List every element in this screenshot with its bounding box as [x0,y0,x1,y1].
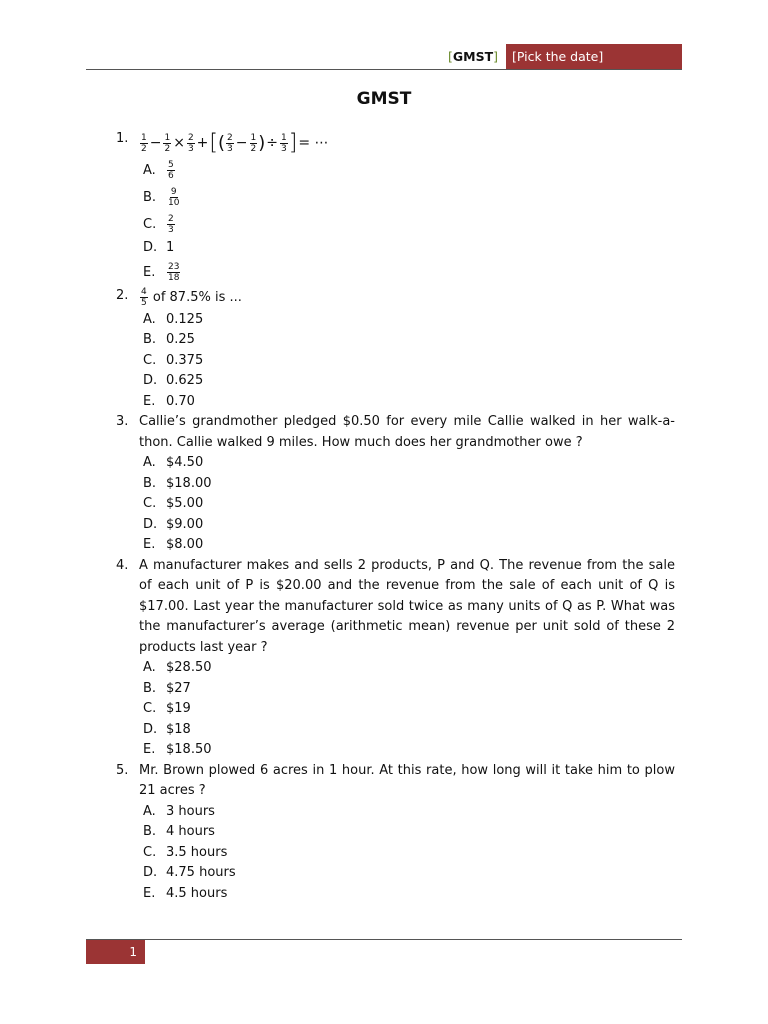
option-letter: A. [143,311,156,327]
option-letter: C. [143,701,157,716]
bracket: [ [209,130,218,156]
answer-options [143,453,675,556]
page-header [86,44,682,70]
option-text: $19 [166,701,191,716]
denominator: 10 [168,198,180,208]
answer-option[interactable] [143,658,675,679]
answer-option[interactable] [143,863,675,884]
option-letter: C. [143,352,157,368]
answer-option[interactable] [143,822,675,843]
option-text: $8.00 [166,537,204,552]
answer-option[interactable] [143,474,675,495]
fraction [140,133,148,154]
numerator: 1 [164,133,171,143]
answer-option[interactable] [143,453,675,474]
header-open-bracket: [ [447,49,453,64]
option-text: 0.375 [166,352,204,368]
answer-option[interactable] [143,884,675,905]
answer-option[interactable] [143,802,675,823]
answer-option[interactable] [143,330,675,351]
numerator: 2 [168,214,174,224]
answer-option[interactable] [143,515,675,536]
numerator: 1 [250,133,257,143]
fraction [167,262,180,283]
question-1 [112,129,675,286]
denominator: 2 [164,144,171,154]
answer-options [143,157,675,286]
option-text: 4.75 hours [166,865,236,880]
answer-option[interactable] [143,679,675,700]
option-text: 4 hours [166,824,215,839]
denominator: 2 [141,144,147,154]
fraction [250,133,258,154]
answer-option[interactable] [143,392,675,413]
question-3 [112,412,675,556]
fraction [167,160,175,181]
answer-option[interactable] [143,371,675,392]
option-letter: C. [143,496,157,511]
denominator: 3 [281,144,287,154]
answer-option[interactable] [143,843,675,864]
header-title [448,49,498,64]
option-text: $5.00 [166,496,204,511]
answer-options [143,310,675,413]
option-letter: B. [143,475,157,491]
option-text: 0.625 [166,373,204,388]
denominator: 18 [168,272,180,283]
denominator: 5 [141,297,147,308]
operator: = ⋯ [298,135,329,151]
option-letter: E. [143,393,156,409]
option-letter: D. [143,373,158,388]
page-number: 1 [86,940,145,964]
question-number: 1. [116,131,129,146]
option-text: $18.50 [166,742,212,757]
numerator: 1 [141,133,147,143]
question-5 [112,761,675,905]
option-letter: B. [143,680,157,696]
operator: ÷ [266,135,278,151]
fraction [140,287,148,308]
numerator: 23 [168,261,180,272]
option-letter: C. [143,844,157,860]
denominator: 6 [168,171,174,181]
question-number: 3. [116,414,129,429]
answer-option[interactable] [143,699,675,720]
option-letter: E. [143,537,156,552]
option-letter: B. [143,332,157,347]
option-letter: E. [143,264,156,280]
option-text: $28.50 [166,660,212,675]
numerator: 2 [227,133,233,143]
question-text-body: of 87.5% is ... [152,289,242,305]
fraction [187,133,195,154]
option-letter: A. [143,660,156,675]
option-letter: D. [143,516,158,532]
question-4 [112,556,675,761]
denominator: 3 [187,144,194,154]
option-text: 0.70 [166,393,195,409]
option-text: 4.5 hours [166,885,228,901]
denominator: 2 [250,144,257,154]
option-letter: A. [143,163,156,178]
answer-option[interactable] [143,259,675,286]
fraction [167,187,180,208]
paren: ) [258,132,266,154]
question-2 [112,286,675,413]
question-text: Callie’s grandmother pledged $0.50 for every mile Callie walked in her walk-a-thon. Callie walked 9 miles. How much does her grandmother owe ? [139,414,675,450]
option-letter: A. [143,455,156,470]
answer-option[interactable] [143,157,675,184]
answer-option[interactable] [143,494,675,515]
paren: ( [218,132,226,154]
option-text: $9.00 [166,516,204,532]
question-text: A manufacturer makes and sells 2 products, P and Q. The revenue from the sale of each unit of P is $20.00 and the revenue from the sale of each unit of Q is $17.00. Last year the manufacturer sold twice as many units of Q as P. What was the manufacturer’s average (arithmetic mean) revenue per unit sold of these 2 products last year ? [139,557,675,655]
question-number: 5. [116,762,129,778]
option-letter: E. [143,885,156,901]
answer-option[interactable] [143,720,675,741]
option-text: $4.50 [166,455,204,470]
date-picker-field[interactable]: [Pick the date] [506,44,682,70]
option-letter: C. [143,217,157,232]
option-text: $18.00 [166,475,212,491]
option-letter: B. [143,824,157,839]
fraction [226,133,234,154]
option-letter: D. [143,240,158,255]
question-text [139,286,675,310]
fraction [280,133,288,154]
numerator: 2 [187,133,194,143]
question-number: 4. [116,557,129,573]
question-list [112,129,675,904]
answer-option[interactable] [143,184,675,211]
option-text: 1 [166,240,175,255]
option-text: $18 [166,721,191,737]
numerator: 9 [170,187,177,197]
denominator: 3 [227,144,233,154]
answer-option[interactable] [143,535,675,556]
option-text: 3.5 hours [166,844,228,860]
operator: + [196,135,209,151]
option-letter: D. [143,865,158,880]
header-title-text: GMST [452,49,494,64]
footer-divider [86,939,682,940]
option-text: 0.25 [166,332,195,347]
option-text: 3 hours [166,803,215,819]
question-number: 2. [116,287,129,303]
numerator: 5 [168,160,174,170]
question-1-expression [139,129,675,157]
option-letter: E. [143,742,156,757]
bracket: ] [288,130,298,156]
fraction [167,214,175,235]
denominator: 3 [168,225,174,235]
answer-option[interactable] [143,351,675,372]
answer-option[interactable] [143,211,675,238]
option-letter: D. [143,721,158,737]
answer-options [143,802,675,905]
document-title: GMST [356,89,412,109]
question-text: Mr. Brown plowed 6 acres in 1 hour. At this rate, how long will it take him to plow 21 acres ? [139,762,675,798]
numerator: 4 [141,286,147,297]
answer-option[interactable] [143,740,675,761]
header-close-bracket: ] [493,49,498,64]
option-letter: B. [143,190,157,205]
operator: × [173,135,185,151]
option-text: $27 [166,680,191,696]
operator: − [149,135,162,151]
option-letter: A. [143,803,156,819]
answer-option[interactable] [143,238,675,259]
operator: − [235,135,248,151]
header-divider [86,69,682,70]
option-text: 0.125 [166,311,204,327]
answer-options [143,658,675,761]
fraction [163,133,171,154]
answer-option[interactable] [143,310,675,331]
numerator: 1 [281,133,287,143]
